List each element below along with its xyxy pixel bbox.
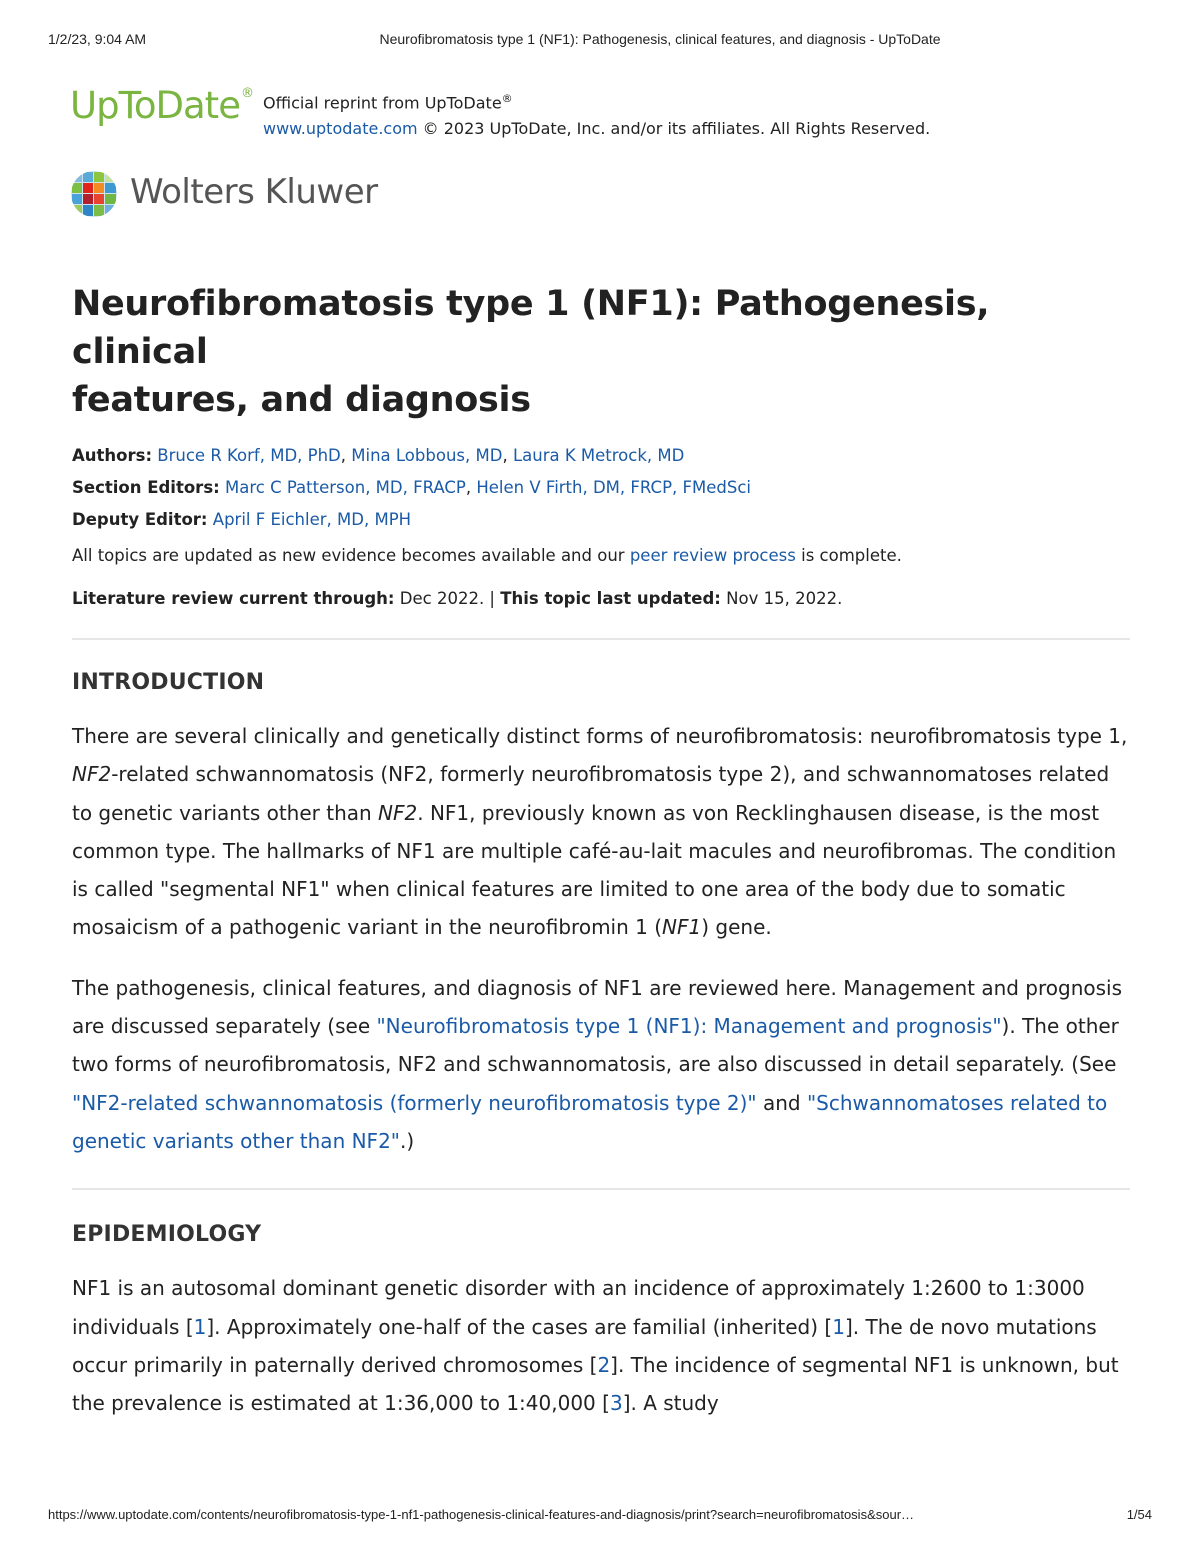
reprint-notice: [263, 86, 930, 142]
text-run: and: [756, 1090, 807, 1115]
print-page-title: Neurofibromatosis type 1 (NF1): Pathogenesis, clinical features, and diagnosis - UpToDate: [379, 31, 941, 47]
deputy-editor-row: [72, 504, 1132, 536]
topic-link-schwannomatoses[interactable]: "Schwannomatoses related to genetic variants other than NF2": [72, 1090, 1108, 1153]
section-editor-link[interactable]: Helen V Firth, DM, FRCP, FMedSci: [476, 478, 751, 497]
deputy-editor-link[interactable]: April F Eichler, MD, MPH: [212, 510, 412, 529]
text-run: -related schwannomatosis (NF2, formerly neurofibromatosis type 2), and schwannomatoses related to genetic variants other than: [72, 762, 1110, 825]
text-run: ]. The incidence of segmental NF1 is unknown, but the prevalence is estimated at 1:36,000 to 1:40,000 [: [72, 1352, 1119, 1416]
reference-link[interactable]: 1: [193, 1314, 207, 1339]
page-number: 1/54: [1126, 1507, 1152, 1522]
authors-label: Authors:: [72, 446, 153, 465]
reference-link[interactable]: 2: [597, 1352, 611, 1377]
reprint-line: Official reprint from UpToDate: [263, 93, 502, 113]
introduction-heading: INTRODUCTION: [72, 670, 265, 695]
author-link[interactable]: Mina Lobbous, MD: [351, 446, 503, 465]
print-url: https://www.uptodate.com/contents/neurofibromatosis-type-1-nf1-pathogenesis-clinical-features-and-diagnosis/print?search=neurofibromatosis&sour…: [48, 1507, 915, 1522]
section-divider: [72, 638, 1130, 640]
author-link[interactable]: Bruce R Korf, MD, PhD: [157, 446, 341, 465]
update-note: [72, 542, 1132, 570]
text-run: There are several clinically and genetically distinct forms of neurofibromatosis: neurofibromatosis type 1,: [72, 724, 1128, 748]
article-title: [72, 280, 1132, 424]
introduction-paragraph-2: [72, 969, 1132, 1160]
gene-name: NF2: [72, 762, 112, 787]
text-run: The pathogenesis, clinical features, and diagnosis of NF1 are reviewed here. Management and prognosis are discussed separately (see: [72, 975, 1123, 1039]
author-link[interactable]: Laura K Metrock, MD: [512, 446, 685, 465]
article-title-line-2: features, and diagnosis: [72, 380, 531, 420]
topic-link-nf1-management[interactable]: "Neurofibromatosis type 1 (NF1): Management and prognosis": [376, 1014, 1002, 1039]
copyright-text: © 2023 UpToDate, Inc. and/or its affiliates. All Rights Reserved.: [417, 119, 931, 139]
text-run: ]. A study: [622, 1391, 719, 1416]
text-run: ) gene.: [701, 915, 772, 940]
article-title-line-1: Neurofibromatosis type 1 (NF1): Pathogenesis, clinical: [72, 284, 990, 372]
reference-link[interactable]: 1: [832, 1314, 845, 1339]
section-editor-link[interactable]: Marc C Patterson, MD, FRACP: [225, 478, 466, 497]
text-run: NF1 is an autosomal dominant genetic disorder with an incidence of approximately 1:2600 to 1:3000 individuals [: [72, 1276, 1085, 1339]
epidemiology-heading: EPIDEMIOLOGY: [72, 1222, 262, 1248]
wolters-kluwer-logo-icon: [70, 170, 118, 218]
article-credits: [72, 440, 1132, 536]
topic-link-nf2-schwannomatosis[interactable]: "NF2-related schwannomatosis (formerly neurofibromatosis type 2)": [72, 1090, 757, 1115]
update-note-text-end: is complete.: [795, 546, 902, 565]
article-content: [72, 280, 1132, 1422]
epidemiology-paragraph-1: [72, 1269, 1132, 1422]
peer-review-link[interactable]: peer review process: [629, 546, 796, 565]
reference-link[interactable]: 3: [609, 1391, 623, 1416]
gene-name: NF2: [378, 800, 418, 825]
authors-row: Authors: Bruce R Korf, MD, PhD, Mina Lobbous, MD, Laura K Metrock, MD: [72, 446, 685, 465]
last-updated-value: Nov 15, 2022.: [720, 589, 843, 608]
publisher-name: Wolters Kluwer: [130, 172, 378, 212]
lit-review-label: Literature review current through:: [72, 589, 395, 608]
reprint-registered-mark: ®: [501, 92, 513, 105]
text-run: .): [400, 1128, 415, 1153]
lit-review-value: Dec 2022. |: [394, 589, 501, 608]
section-divider: [72, 1188, 1130, 1190]
uptodate-logo-text: UpToDate: [70, 84, 240, 127]
text-run: . NF1, previously known as von Recklinghausen disease, is the most common type. The hallmarks of NF1 are multiple café-au-lait macules and neurofibromas. The condition is called "segmental NF1" when clinical features are limited to one area of the body due to somatic mosaicism of a pathogenic variant in the neurofibromin 1 (: [72, 800, 1117, 940]
section-editors-label: Section Editors:: [72, 478, 220, 497]
registered-mark: ®: [240, 86, 253, 101]
review-dates: [72, 585, 1132, 613]
text-run: ). The other two forms of neurofibromatosis, NF2 and schwannomatosis, are also discussed in detail separately. (See: [72, 1014, 1119, 1077]
uptodate-site-link[interactable]: www.uptodate.com: [263, 119, 418, 139]
deputy-editor-label: Deputy Editor:: [72, 510, 208, 529]
introduction-paragraph-1: [72, 717, 1132, 947]
last-updated-label: This topic last updated:: [500, 589, 721, 608]
text-run: ]. The de novo mutations occur primarily in paternally derived chromosomes [: [72, 1314, 1097, 1377]
gene-name: NF1: [662, 915, 702, 940]
print-date: 1/2/23, 9:04 AM: [48, 31, 147, 47]
section-editors-row: Section Editors: Marc C Patterson, MD, FRACP, Helen V Firth, DM, FRCP, FMedSci: [72, 478, 751, 497]
uptodate-logo: [70, 84, 253, 127]
update-note-text: All topics are updated as new evidence becomes available and our: [72, 546, 630, 565]
text-run: ]. Approximately one-half of the cases are familial (inherited) [: [206, 1314, 833, 1339]
